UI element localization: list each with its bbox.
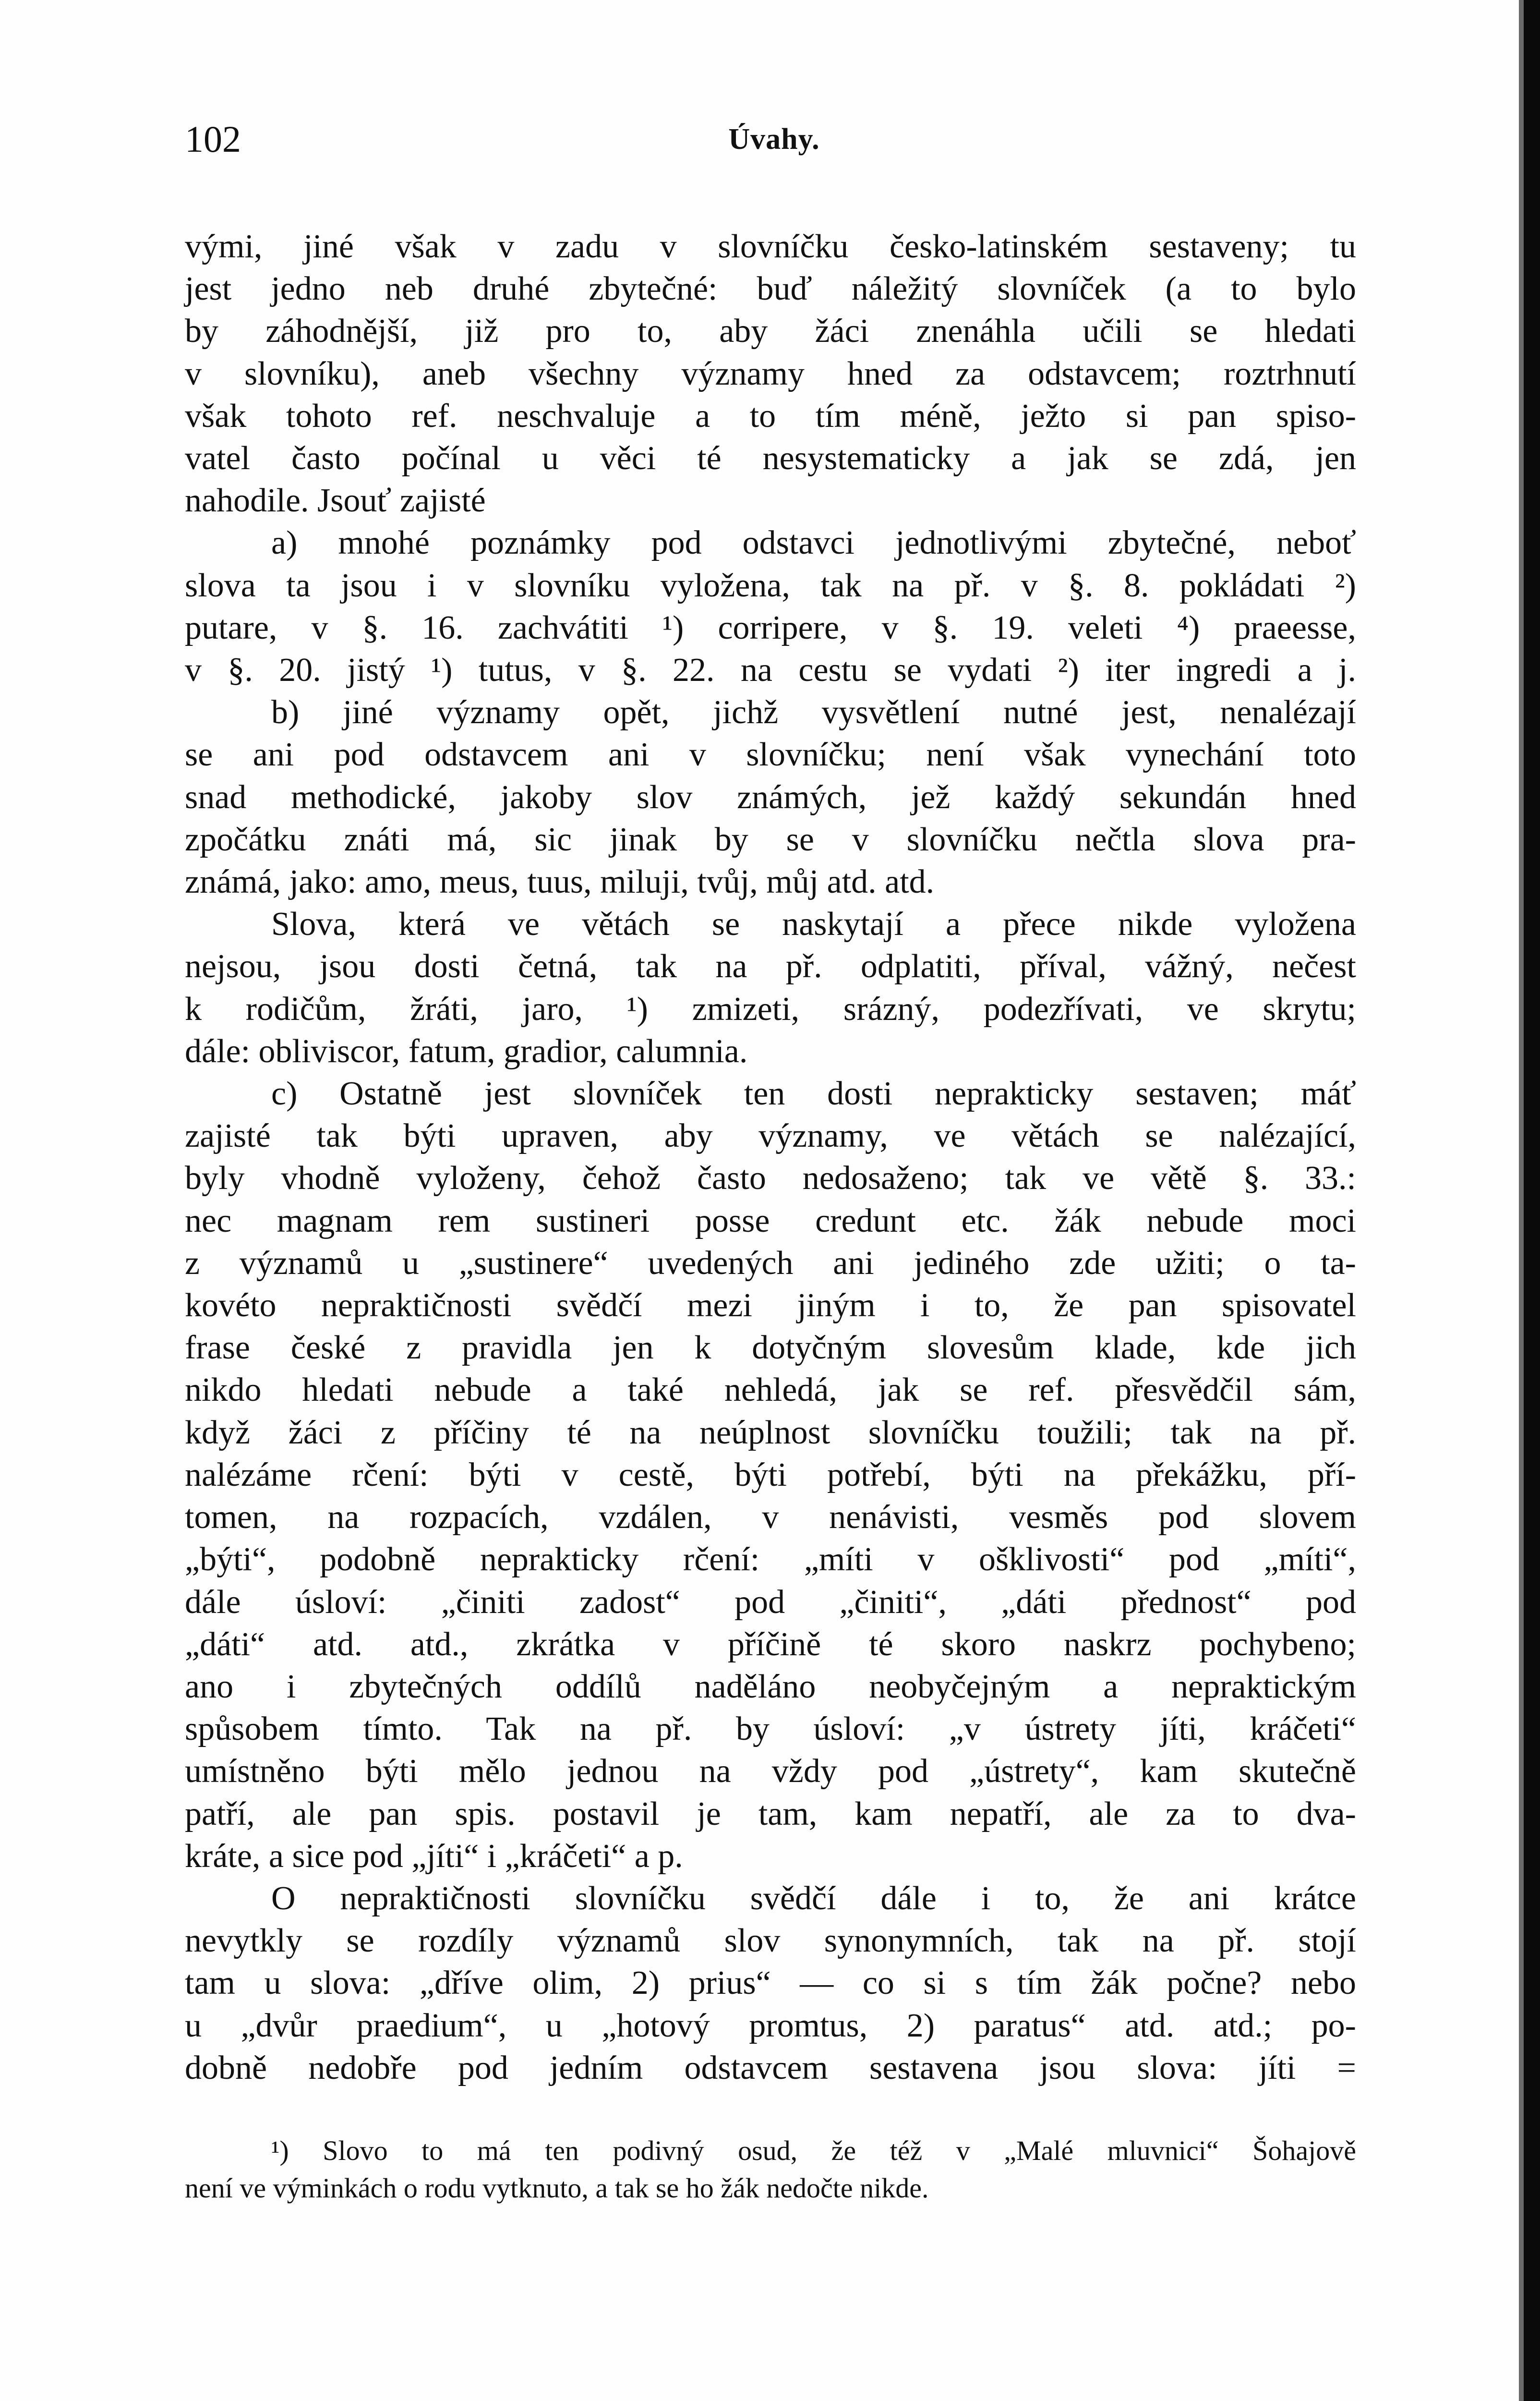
text-line: nalézáme rčení: býti v cestě, býti potřebí, býti na překážku, pří- [185, 1456, 1356, 1493]
text-line: kráte, a sice pod „jíti“ i „kráčeti“ a p. [185, 1837, 683, 1875]
text-line: nahodile. Jsouť zajisté [185, 482, 486, 520]
text-line: dobně nedobře pod jedním odstavcem sestavena jsou slova: jíti = [185, 2049, 1356, 2086]
body-text [185, 226, 1356, 2089]
text-line: ano i zbytečných oddílů naděláno neobyčejným a nepraktickým [185, 1668, 1356, 1705]
text-line: vatel často počínal u věci té nesystematicky a jak se zdá, jen [185, 440, 1356, 477]
text-line: slova ta jsou i v slovníku vyložena, tak na př. v §. 8. pokládati ²) [185, 567, 1356, 604]
text-line: k rodičům, žráti, jaro, ¹) zmizeti, srázný, podezřívati, ve skrytu; [185, 990, 1356, 1028]
text-line: jest jedno neb druhé zbytečné: buď náležitý slovníček (a to bylo [185, 270, 1356, 308]
text-line: „dáti“ atd. atd., zkrátka v příčině té skoro naskrz pochybeno; [185, 1625, 1356, 1663]
text-line: byly vhodně vyloženy, čehož často nedosaženo; tak ve větě §. 33.: [185, 1160, 1356, 1197]
text-line: frase české z pravidla jen k dotyčným slovesům klade, kde jich [185, 1329, 1356, 1367]
text-line: umístněno býti mělo jednou na vždy pod „ústrety“, kam skutečně [185, 1753, 1356, 1790]
text-line: se ani pod odstavcem ani v slovníčku; není však vynechání toto [185, 736, 1356, 774]
text-line: však tohoto ref. neschvaluje a to tím méně, ježto si pan spiso- [185, 397, 1356, 435]
text-line: nejsou, jsou dosti četná, tak na př. odplatiti, příval, vážný, nečest [185, 948, 1356, 985]
text-line: spůsobem tímto. Tak na př. by úsloví: „v ústrety jíti, kráčeti“ [185, 1710, 1356, 1748]
text-line: zpočátku znáti má, sic jinak by se v slovníčku nečtla slova pra- [185, 821, 1356, 858]
text-line: když žáci z příčiny té na neúplnost slovníčku toužili; tak na př. [185, 1414, 1356, 1451]
text-line: b) jiné významy opět, jichž vysvětlení nutné jest, nenalézají [271, 694, 1356, 731]
text-line: v §. 20. jistý ¹) tutus, v §. 22. na cestu se vydati ²) iter ingredi a j. [185, 652, 1356, 689]
footnote-line: ¹) Slovo to má ten podivný osud, že též v „Malé mluvnici“ Šohajově [271, 2135, 1356, 2166]
text-line: a) mnohé poznámky pod odstavci jednotlivými zbytečné, neboť [271, 524, 1356, 562]
text-line: nevytkly se rozdíly významů slov synonymních, tak na př. stojí [185, 1922, 1356, 1960]
running-head: Úvahy. [728, 123, 820, 156]
text-line: dále úsloví: „činiti zadost“ pod „činiti“, „dáti přednost“ pod [185, 1583, 1356, 1621]
text-line: Slova, která ve větách se naskytají a přece nikde vyložena [271, 906, 1356, 943]
text-line: patří, ale pan spis. postavil je tam, kam nepatří, ale za to dva- [185, 1795, 1356, 1832]
text-line: známá, jako: amo, meus, tuus, miluji, tvůj, můj atd. atd. [185, 863, 935, 901]
text-line: kovéto nepraktičnosti svědčí mezi jiným i to, že pan spisovatel [185, 1287, 1356, 1324]
text-line: vými, jiné však v zadu v slovníčku česko-latinském sestaveny; tu [185, 228, 1356, 265]
footnotes [185, 2132, 1356, 2207]
text-line: zajisté tak býti upraven, aby významy, ve větách se nalézající, [185, 1117, 1356, 1155]
text-line: O nepraktičnosti slovníčku svědčí dále i to, že ani krátce [271, 1880, 1356, 1917]
text-line: u „dvůr praedium“, u „hotový promtus, 2) paratus“ atd. atd.; po- [185, 2007, 1356, 2044]
page-number: 102 [185, 118, 241, 160]
text-line: nikdo hledati nebude a také nehledá, jak se ref. přesvědčil sám, [185, 1371, 1356, 1409]
text-line: dále: obliviscor, fatum, gradior, calumnia. [185, 1032, 748, 1070]
text-line: tomen, na rozpacích, vzdálen, v nenávisti, vesměs pod slovem [185, 1499, 1356, 1536]
text-line: c) Ostatně jest slovníček ten dosti neprakticky sestaven; máť [271, 1075, 1356, 1113]
text-line: by záhodnější, již pro to, aby žáci znenáhla učili se hledati [185, 313, 1356, 350]
footnote-line: není ve výminkách o rodu vytknuto, a tak se ho žák nedočte nikde. [185, 2172, 929, 2204]
text-line: „býti“, podobně neprakticky rčení: „míti v ošklivosti“ pod „míti“, [185, 1541, 1356, 1578]
text-line: nec magnam rem sustineri posse credunt etc. žák nebude moci [185, 1202, 1356, 1239]
text-line: snad methodické, jakoby slov známých, jež každý sekundán hned [185, 778, 1356, 816]
text-line: v slovníku), aneb všechny významy hned za odstavcem; roztrhnutí [185, 355, 1356, 392]
scan-edge [1524, 0, 1540, 2401]
page-header [185, 115, 1363, 168]
text-line: z významů u „sustinere“ uvedených ani jediného zde užiti; o ta- [185, 1244, 1356, 1282]
scan-edge-shadow [1519, 0, 1524, 2401]
text-line: putare, v §. 16. zachvátiti ¹) corripere, v §. 19. veleti ⁴) praeesse, [185, 609, 1356, 646]
text-line: tam u slova: „dříve olim, 2) prius“ — co si s tím žák počne? nebo [185, 1964, 1356, 2002]
